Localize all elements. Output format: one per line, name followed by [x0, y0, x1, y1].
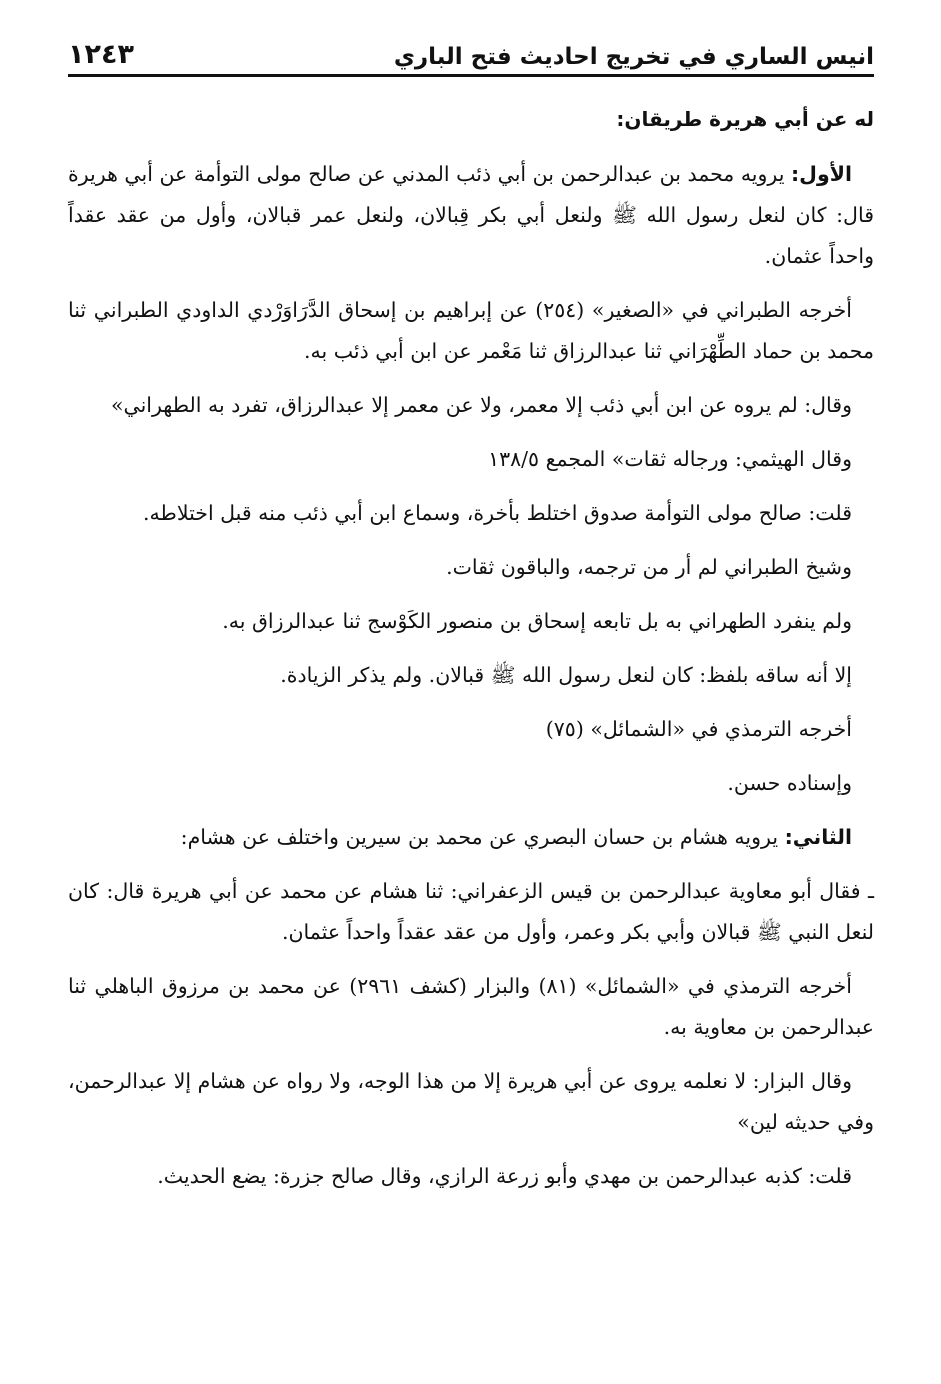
paragraph-text: وقال الهيثمي: ورجاله ثقات» المجمع ١٣٨/٥: [488, 447, 852, 471]
paragraph-text: يرويه هشام بن حسان البصري عن محمد بن سيرين واختلف عن هشام:: [180, 825, 785, 849]
body-text: [68, 99, 874, 1197]
paragraph: [68, 655, 874, 696]
paragraph-lead: الثاني:: [784, 825, 852, 849]
paragraph-text: وقال: لم يروه عن ابن أبي ذئب إلا معمر، ولا عن معمر إلا عبدالرزاق، تفرد به الطهراني»: [110, 393, 852, 417]
paragraph-text: وشيخ الطبراني لم أر من ترجمه، والباقون ثقات.: [446, 555, 852, 579]
paragraph-text: يرويه محمد بن عبدالرحمن بن أبي ذئب المدني عن صالح مولى التوأمة عن أبي هريرة قال: كان لنعل رسول الله ﷺ ولنعل أبي بكر قِبالان، ولنعل عمر قبالان، وأول من عقد عقداً واحداً عثمان.: [68, 162, 874, 268]
document-page: [68, 30, 874, 1210]
book-title: انيس الساري في تخريج احاديث فتح الباري: [393, 44, 874, 70]
paragraph-text: ـ فقال أبو معاوية عبدالرحمن بن قيس الزعفراني: ثنا هشام عن محمد عن أبي هريرة قال: كان لنعل النبي ﷺ قبالان وأبي بكر وعمر، وأول من عقد عقداً واحداً عثمان.: [68, 879, 874, 944]
heading-text: له عن أبي هريرة طريقان:: [616, 107, 874, 131]
paragraph: [68, 763, 874, 804]
paragraph-text: وقال البزار: لا نعلمه يروى عن أبي هريرة إلا من هذا الوجه، ولا رواه عن هشام إلا عبدالرحمن، وفي حديثه لين»: [68, 1069, 874, 1134]
paragraph: [68, 547, 874, 588]
paragraph: [68, 154, 874, 277]
paragraph: [68, 709, 874, 750]
paragraph: [68, 385, 874, 426]
paragraph-text: أخرجه الترمذي في «الشمائل» (٨١) والبزار (كشف ٢٩٦١) عن محمد بن مرزوق الباهلي ثنا عبدالرحمن بن معاوية به.: [68, 974, 874, 1039]
paragraph: [68, 966, 874, 1048]
paragraph: [68, 290, 874, 372]
paragraph-text: ولم ينفرد الطهراني به بل تابعه إسحاق بن منصور الكَوْسج ثنا عبدالرزاق به.: [222, 609, 852, 633]
paragraph-text: قلت: كذبه عبدالرحمن بن مهدي وأبو زرعة الرازي، وقال صالح جزرة: يضع الحديث.: [157, 1164, 852, 1188]
section-heading: [68, 99, 874, 140]
paragraph: [68, 817, 874, 858]
page-number: ١٢٤٣: [68, 39, 134, 70]
paragraph-text: إلا أنه ساقه بلفظ: كان لنعل رسول الله ﷺ قبالان. ولم يذكر الزيادة.: [280, 663, 852, 687]
paragraph: [68, 493, 874, 534]
page-header: [68, 30, 874, 77]
paragraph: [68, 871, 874, 953]
paragraph-lead: الأول:: [790, 162, 852, 186]
paragraph: [68, 601, 874, 642]
paragraph-text: وإسناده حسن.: [727, 771, 852, 795]
paragraph-text: قلت: صالح مولى التوأمة صدوق اختلط بأخرة، وسماع ابن أبي ذئب منه قبل اختلاطه.: [143, 501, 852, 525]
paragraph-text: أخرجه الترمذي في «الشمائل» (٧٥): [545, 717, 852, 741]
paragraph: [68, 1156, 874, 1197]
paragraph: [68, 1061, 874, 1143]
paragraph-text: أخرجه الطبراني في «الصغير» (٢٥٤) عن إبراهيم بن إسحاق الدَّرَاوَرْدي الداودي الطبراني ثنا محمد بن حماد الطِّهْرَاني ثنا عبدالرزاق ثنا مَعْمر عن ابن أبي ذئب به.: [68, 298, 874, 363]
paragraph: [68, 439, 874, 480]
